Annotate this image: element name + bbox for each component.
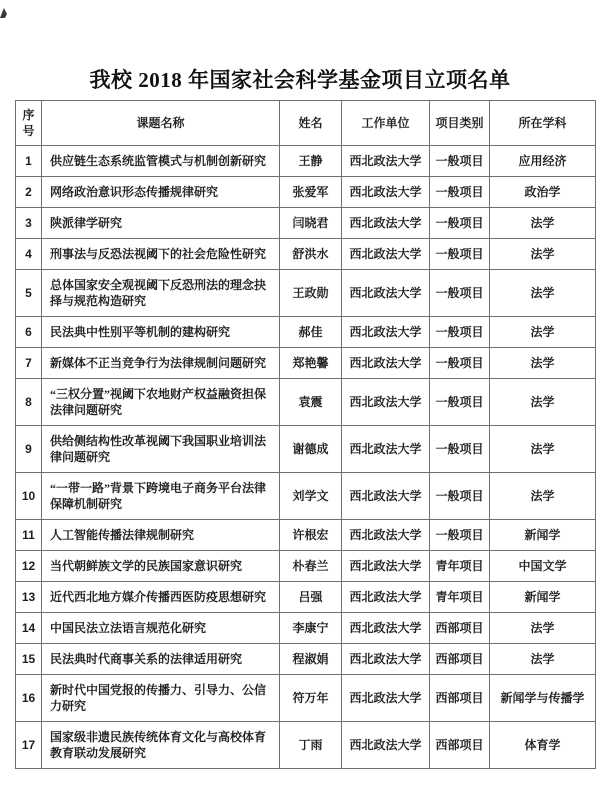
table-row: [16, 177, 596, 208]
cell-work-unit: 西北政法大学: [342, 722, 430, 769]
cell-discipline: 应用经济: [490, 146, 596, 177]
table-row: [16, 348, 596, 379]
cell-project-title: “三权分置”视阈下农地财产权益融资担保法律问题研究: [42, 379, 280, 426]
cell-serial: 16: [16, 675, 42, 722]
table-row: [16, 613, 596, 644]
column-header-title: 课题名称: [42, 101, 280, 146]
cell-project-title: 新媒体不正当竞争行为法律规制问题研究: [42, 348, 280, 379]
cell-category: 一般项目: [430, 348, 490, 379]
cell-discipline: 法学: [490, 270, 596, 317]
cell-category: 一般项目: [430, 473, 490, 520]
cell-serial: 11: [16, 520, 42, 551]
cell-serial: 10: [16, 473, 42, 520]
cell-serial: 2: [16, 177, 42, 208]
cell-work-unit: 西北政法大学: [342, 520, 430, 551]
table-row: [16, 270, 596, 317]
cell-category: 西部项目: [430, 644, 490, 675]
cell-project-title: 刑事法与反恐法视阈下的社会危险性研究: [42, 239, 280, 270]
cell-name: 郑艳馨: [280, 348, 342, 379]
cell-name: 郝佳: [280, 317, 342, 348]
cell-serial: 17: [16, 722, 42, 769]
cell-work-unit: 西北政法大学: [342, 426, 430, 473]
cell-serial: 1: [16, 146, 42, 177]
cell-name: 闫晓君: [280, 208, 342, 239]
cell-discipline: 法学: [490, 317, 596, 348]
cell-name: 王政勋: [280, 270, 342, 317]
cell-discipline: 法学: [490, 379, 596, 426]
cell-project-title: 新时代中国党报的传播力、引导力、公信力研究: [42, 675, 280, 722]
cell-serial: 14: [16, 613, 42, 644]
table-header-row: [16, 101, 596, 146]
cell-category: 一般项目: [430, 317, 490, 348]
project-list-table: [15, 100, 596, 769]
cell-name: 吕强: [280, 582, 342, 613]
cell-work-unit: 西北政法大学: [342, 675, 430, 722]
cell-project-title: 人工智能传播法律规制研究: [42, 520, 280, 551]
cell-name: 舒洪水: [280, 239, 342, 270]
cell-category: 西部项目: [430, 722, 490, 769]
cell-serial: 12: [16, 551, 42, 582]
cell-category: 一般项目: [430, 426, 490, 473]
cell-serial: 3: [16, 208, 42, 239]
table-row: [16, 644, 596, 675]
table-row: [16, 146, 596, 177]
table-header: [16, 101, 596, 146]
table-row: [16, 208, 596, 239]
cell-project-title: 供应链生态系统监管模式与机制创新研究: [42, 146, 280, 177]
cell-work-unit: 西北政法大学: [342, 379, 430, 426]
cell-project-title: 近代西北地方媒介传播西医防疫思想研究: [42, 582, 280, 613]
cell-project-title: 国家级非遗民族传统体育文化与高校体育教育联动发展研究: [42, 722, 280, 769]
table-row: [16, 675, 596, 722]
cell-name: 许根宏: [280, 520, 342, 551]
cell-name: 张爱军: [280, 177, 342, 208]
cell-work-unit: 西北政法大学: [342, 551, 430, 582]
cell-project-title: 陕派律学研究: [42, 208, 280, 239]
cell-discipline: 新闻学与传播学: [490, 675, 596, 722]
cell-project-title: 中国民法立法语言规范化研究: [42, 613, 280, 644]
cell-serial: 5: [16, 270, 42, 317]
cell-category: 一般项目: [430, 379, 490, 426]
cell-discipline: 法学: [490, 348, 596, 379]
cell-work-unit: 西北政法大学: [342, 644, 430, 675]
cell-discipline: 法学: [490, 208, 596, 239]
page-title: 我校 2018 年国家社会科学基金项目立项名单: [89, 68, 511, 92]
cell-category: 一般项目: [430, 270, 490, 317]
cell-project-title: 当代朝鲜族文学的民族国家意识研究: [42, 551, 280, 582]
cell-work-unit: 西北政法大学: [342, 270, 430, 317]
table-row: [16, 239, 596, 270]
cell-project-title: 网络政治意识形态传播规律研究: [42, 177, 280, 208]
cell-project-title: 民法典中性别平等机制的建构研究: [42, 317, 280, 348]
cell-name: 丁雨: [280, 722, 342, 769]
cell-serial: 4: [16, 239, 42, 270]
cell-work-unit: 西北政法大学: [342, 239, 430, 270]
cell-work-unit: 西北政法大学: [342, 208, 430, 239]
cell-discipline: 法学: [490, 613, 596, 644]
cell-serial: 6: [16, 317, 42, 348]
cell-work-unit: 西北政法大学: [342, 473, 430, 520]
table-row: [16, 582, 596, 613]
cell-name: 李康宁: [280, 613, 342, 644]
column-header-discipline: 所在学科: [490, 101, 596, 146]
table-row: [16, 551, 596, 582]
cell-project-title: 供给侧结构性改革视阈下我国职业培训法律问题研究: [42, 426, 280, 473]
cell-name: 符万年: [280, 675, 342, 722]
cell-category: 西部项目: [430, 675, 490, 722]
cell-serial: 15: [16, 644, 42, 675]
table-body: [16, 146, 596, 769]
cell-name: 谢德成: [280, 426, 342, 473]
cell-category: 青年项目: [430, 582, 490, 613]
cell-discipline: 新闻学: [490, 582, 596, 613]
column-header-name: 姓名: [280, 101, 342, 146]
scan-artifact: [0, 8, 7, 18]
cell-name: 朴春兰: [280, 551, 342, 582]
cell-project-title: “一带一路”背景下跨境电子商务平台法律保障机制研究: [42, 473, 280, 520]
column-header-category: 项目类别: [430, 101, 490, 146]
cell-name: 王静: [280, 146, 342, 177]
cell-category: 一般项目: [430, 239, 490, 270]
cell-discipline: 法学: [490, 644, 596, 675]
cell-work-unit: 西北政法大学: [342, 613, 430, 644]
column-header-unit: 工作单位: [342, 101, 430, 146]
cell-category: 一般项目: [430, 146, 490, 177]
cell-category: 西部项目: [430, 613, 490, 644]
cell-serial: 8: [16, 379, 42, 426]
cell-work-unit: 西北政法大学: [342, 582, 430, 613]
cell-project-title: 民法典时代商事关系的法律适用研究: [42, 644, 280, 675]
cell-serial: 7: [16, 348, 42, 379]
cell-category: 一般项目: [430, 520, 490, 551]
cell-discipline: 法学: [490, 473, 596, 520]
table-row: [16, 379, 596, 426]
cell-category: 一般项目: [430, 208, 490, 239]
table-row: [16, 473, 596, 520]
cell-category: 青年项目: [430, 551, 490, 582]
cell-discipline: 新闻学: [490, 520, 596, 551]
table-row: [16, 317, 596, 348]
cell-discipline: 政治学: [490, 177, 596, 208]
table-row: [16, 426, 596, 473]
cell-project-title: 总体国家安全观视阈下反恐刑法的理念抉择与规范构造研究: [42, 270, 280, 317]
cell-name: 袁震: [280, 379, 342, 426]
cell-serial: 9: [16, 426, 42, 473]
cell-name: 程淑娟: [280, 644, 342, 675]
cell-serial: 13: [16, 582, 42, 613]
cell-category: 一般项目: [430, 177, 490, 208]
cell-discipline: 法学: [490, 426, 596, 473]
cell-work-unit: 西北政法大学: [342, 146, 430, 177]
cell-work-unit: 西北政法大学: [342, 177, 430, 208]
cell-name: 刘学文: [280, 473, 342, 520]
column-header-serial: 序号: [16, 101, 42, 146]
table-row: [16, 722, 596, 769]
cell-work-unit: 西北政法大学: [342, 317, 430, 348]
cell-work-unit: 西北政法大学: [342, 348, 430, 379]
cell-discipline: 法学: [490, 239, 596, 270]
cell-discipline: 体育学: [490, 722, 596, 769]
cell-discipline: 中国文学: [490, 551, 596, 582]
table-row: [16, 520, 596, 551]
